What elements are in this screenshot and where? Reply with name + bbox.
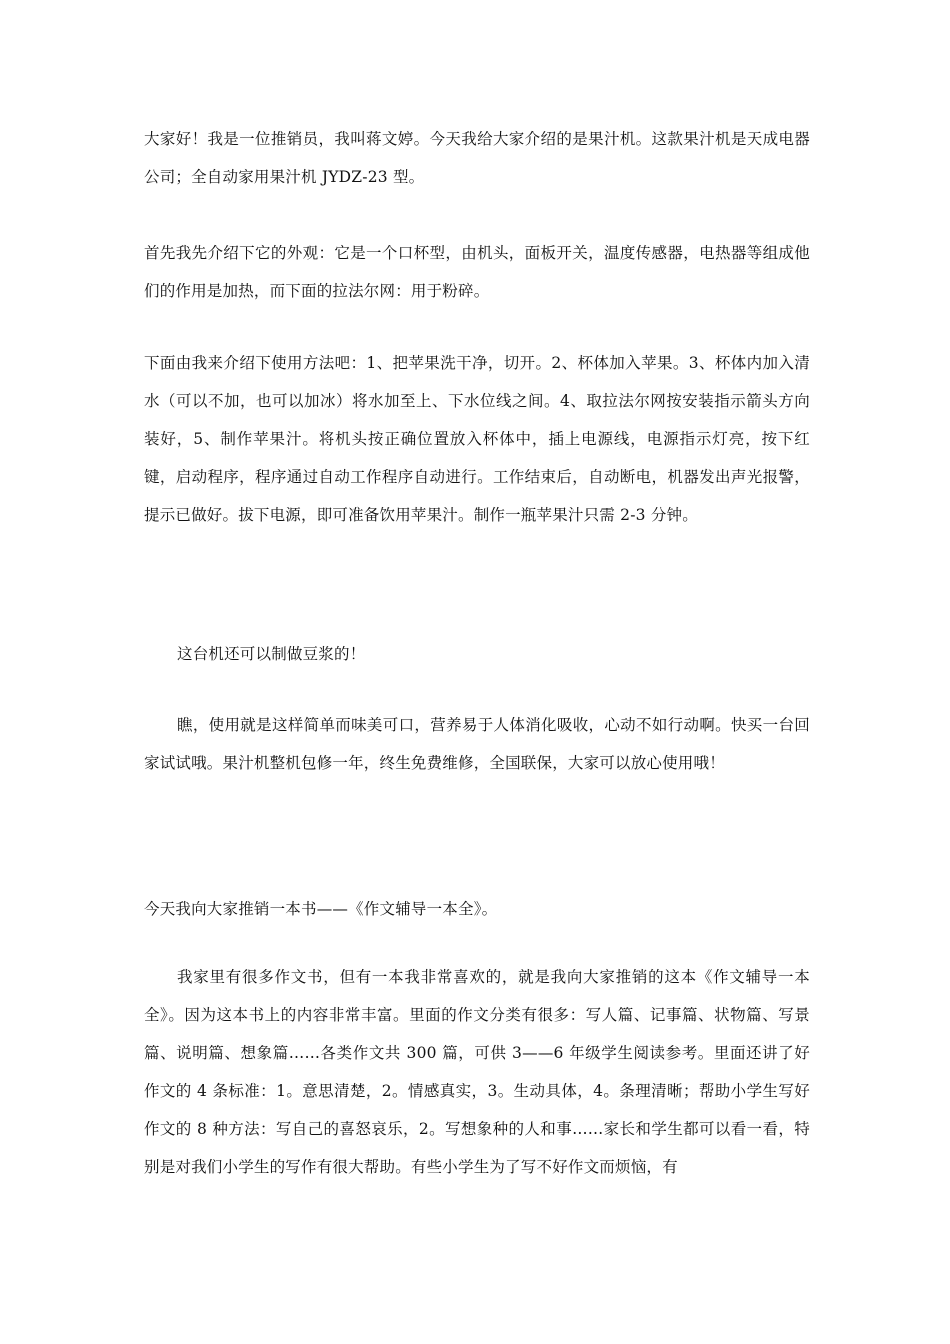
paragraph-usage: 下面由我来介绍下使用方法吧：1、把苹果洗干净，切开。2、杯体加入苹果。3、杯体内加入清水（可以不加，也可以加冰）将水加至上、下水位线之间。4、取拉法尔网按安装指示箭头方向装好，5、制作苹果汁。将机头按正确位置放入杯体中，插上电源线，电源指示灯亮，按下红键，启动程序，程序通过自动工作程序自动进行。工作结束后，自动断电，机器发出声光报警，提示已做好。拔下电源，即可准备饮用苹果汁。制作一瓶苹果汁只需 2-3 分钟。 (144, 354, 810, 524)
paragraph-book-body: 我家里有很多作文书，但有一本我非常喜欢的，就是我向大家推销的这本《作文辅导一本全》。因为这本书上的内容非常丰富。里面的作文分类有很多：写人篇、记事篇、状物篇、写景篇、说明篇、想象篇……各类作文共 300 篇，可供 3——6 年级学生阅读参考。里面还讲了好作文的 4 条标准：1。意思清楚，2。情感真实，3。生动具体，4。条理清晰；帮助小学生写好作文的 8 种方法：写自己的喜怒哀乐，2。写想象种的人和事……家长和学生都可以看一看，特别是对我们小学生的写作有很大帮助。有些小学生为了写不好作文而烦恼，有 (144, 968, 810, 1176)
paragraph-appearance: 首先我先介绍下它的外观：它是一个口杯型，由机头，面板开关，温度传感器，电热器等组成他们的作用是加热，而下面的拉法尔网：用于粉碎。 (144, 244, 810, 300)
paragraph-intro: 大家好！我是一位推销员，我叫蒋文婷。今天我给大家介绍的是果汁机。这款果汁机是天成电器公司；全自动家用果汁机 JYDZ-23 型。 (144, 130, 810, 186)
paragraph-soymilk: 这台机还可以制做豆浆的！ (177, 645, 366, 663)
paragraph-book-title: 今天我向大家推销一本书——《作文辅导一本全》。 (144, 900, 498, 918)
paragraph-closing: 瞧，使用就是这样简单而味美可口，营养易于人体消化吸收，心动不如行动啊。快买一台回家试试哦。果汁机整机包修一年，终生免费维修，全国联保，大家可以放心使用哦！ (144, 716, 810, 772)
